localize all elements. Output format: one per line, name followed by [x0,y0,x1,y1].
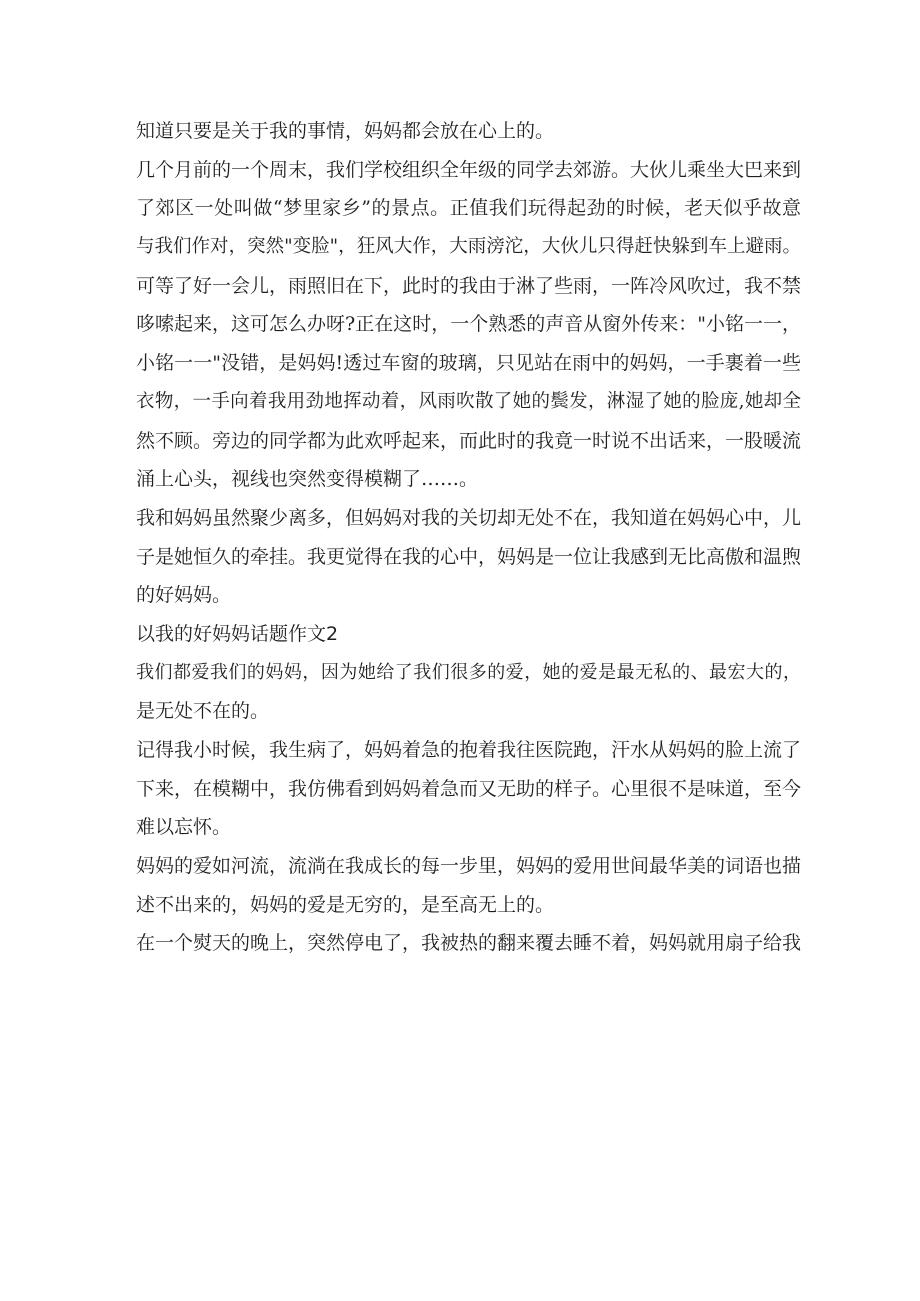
text-line: 哆嗦起来，这可怎么办呀?正在这时，一个熟悉的声音从窗外传来："小铭一一， [136,313,801,336]
section-heading: 以我的好妈妈话题作文2 [136,622,339,645]
text-line: 可等了好一会儿，雨照旧在下，此时的我由于淋了些雨，一阵冷风吹过，我不禁 [136,274,801,297]
text-line: 涌上心头，视线也突然变得模糊了……。 [136,468,479,491]
text-line: 与我们作对，突然"变脸"，狂风大作，大雨滂沱，大伙儿只得赶快躲到车上避雨。 [136,236,801,258]
text-line: 小铭一一"没错，是妈妈!透过车窗的玻璃，只见站在雨中的妈妈，一手裹着一些 [136,352,801,375]
text-line: 妈妈的爱如河流，流淌在我成长的每一步里，妈妈的爱用世间最华美的词语也描 [136,855,801,878]
text-line: 我们都爱我们的妈妈，因为她给了我们很多的爱，她的爱是最无私的、最宏大的， [136,661,801,683]
text-line: 下来，在模糊中，我仿佛看到妈妈着急而又无助的样子。心里很不是味道，至今 [136,777,801,800]
text-line: 然不顾。旁边的同学都为此欢呼起来，而此时的我竟一时说不出话来，一股暖流 [136,429,801,452]
text-line: 述不出来的，妈妈的爱是无穷的，是至高无上的。 [136,893,555,916]
text-line: 的好妈妈。 [136,584,232,607]
text-line: 知道只要是关于我的事情，妈妈都会放在心上的。 [136,120,555,142]
text-line: 难以忘怀。 [136,816,232,839]
text-line: 子是她恒久的牵挂。我更觉得在我的心中，妈妈是一位让我感到无比高傲和温煦 [136,545,801,568]
text-line: 是无处不在的。 [136,700,270,723]
text-line: 记得我小时候，我生病了，妈妈着急的抱着我往医院跑，汗水从妈妈的脸上流了 [136,739,801,761]
text-line: 了郊区一处叫做“梦里家乡”的景点。正值我们玩得起劲的时候，老天似乎故意 [136,197,801,220]
text-line: 我和妈妈虽然聚少离多，但妈妈对我的关切却无处不在，我知道在妈妈心中，儿 [136,506,801,529]
text-line: 衣物，一手向着我用劲地挥动着，风雨吹散了她的鬓发，淋湿了她的脸庞,她却全 [136,390,801,412]
text-line: 几个月前的一个周末，我们学校组织全年级的同学去郊游。大伙儿乘坐大巴来到 [136,158,801,181]
document-body [136,112,801,963]
text-line: 在一个熨天的晚上，突然停电了，我被热的翻来覆去睡不着，妈妈就用扇子给我 [136,932,801,955]
